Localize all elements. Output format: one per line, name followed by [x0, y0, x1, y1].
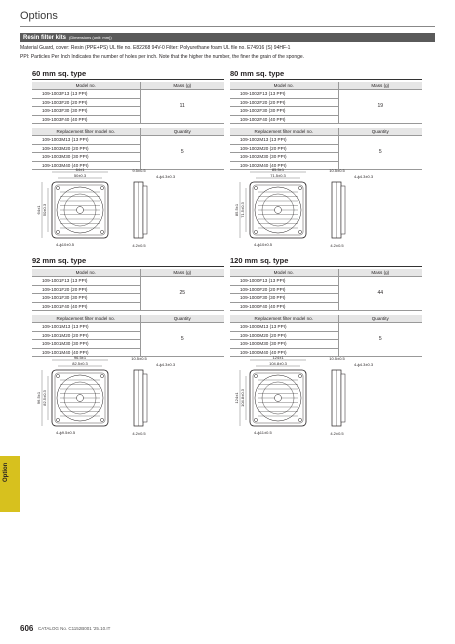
dim-outer: 85.5±1: [271, 168, 285, 172]
hub: [275, 395, 282, 402]
replacement-cell: 109-1000M30 (30 PPI): [230, 340, 338, 348]
dim-outer: 96.5±1: [73, 356, 87, 360]
mount-hole: [100, 418, 103, 421]
hub: [77, 207, 84, 214]
dim-depth: 10.5±0.5: [329, 356, 345, 361]
replacement-cell: 109-1001M20 (20 PPI): [32, 331, 140, 339]
col-header-replacement: Replacement filter model no.: [230, 315, 338, 323]
section-title: 120 mm sq. type: [230, 256, 289, 265]
quantity-cell: 5: [338, 323, 422, 357]
side-filter: [143, 374, 147, 422]
page-title: Options: [20, 10, 58, 22]
quantity-cell: 5: [140, 323, 224, 357]
mount-hole: [254, 418, 257, 421]
model-cell: 109-1001F20 (20 PPI): [32, 285, 140, 293]
banner-title: Resin filter kits: [23, 35, 67, 41]
mount-hole: [56, 374, 59, 377]
material-info: Material Guard, cover: Resin (PPE+PS) UL file no. E82268 94V-0 Filter: Polyurethane foam UL file no. E74916 (S) 94HF-1: [20, 45, 291, 51]
mount-hole: [298, 374, 301, 377]
model-cell: 109-1000F20 (20 PPI): [230, 285, 338, 293]
spec-table: [230, 269, 422, 357]
mount-hole: [298, 230, 301, 233]
mount-hole: [56, 418, 59, 421]
col-header-quantity: Quantity: [140, 315, 224, 323]
model-cell: 109-1000F30 (30 PPI): [230, 294, 338, 302]
dim-side-pitch: 50±0.3: [42, 203, 47, 217]
section-banner: [20, 33, 435, 42]
replacement-cell: 109-1001M40 (40 PPI): [32, 348, 140, 356]
page-number: 606: [20, 624, 34, 633]
col-header-model: Model no.: [32, 82, 140, 90]
replacement-cell: 109-1003M30 (30 PPI): [32, 153, 140, 161]
replacement-cell: 109-1000M40 (40 PPI): [230, 348, 338, 356]
model-cell: 109-1002F40 (40 PPI): [230, 115, 338, 123]
mount-hole: [56, 230, 59, 233]
section-rule: [32, 79, 224, 80]
dim-pitch: 50±0.3: [73, 173, 87, 178]
hub: [77, 395, 84, 402]
dim-opening: 4-ϕ10±0.5: [56, 242, 75, 247]
dim-opening: 4-ϕ9.5±0.5: [56, 430, 76, 435]
dim-pitch: 71.5±0.3: [270, 173, 286, 178]
mount-hole: [254, 186, 257, 189]
dim-depth2: 4.2±0.5: [132, 431, 146, 436]
model-cell: 109-1002F30 (30 PPI): [230, 107, 338, 115]
model-cell: 109-1002F20 (20 PPI): [230, 98, 338, 106]
side-filter: [143, 186, 147, 234]
replacement-cell: 109-1003M40 (40 PPI): [32, 161, 140, 169]
mount-hole: [298, 186, 301, 189]
dim-side-outer: 96.5±1: [36, 391, 41, 405]
dim-side-pitch: 82.5±0.3: [42, 390, 47, 406]
col-header-model: Model no.: [230, 82, 338, 90]
model-cell: 109-1001F30 (30 PPI): [32, 294, 140, 302]
dim-outer: 64±1: [75, 168, 85, 172]
replacement-cell: 109-1002M30 (30 PPI): [230, 153, 338, 161]
model-cell: 109-1001F13 (13 PPI): [32, 277, 140, 285]
dim-depth: 10.5±0.5: [329, 168, 345, 173]
model-cell: 109-1000F13 (13 PPI): [230, 277, 338, 285]
section-title: 60 mm sq. type: [32, 69, 87, 78]
dim-depth2: 4.2±0.5: [330, 431, 344, 436]
replacement-cell: 109-1002M40 (40 PPI): [230, 161, 338, 169]
replacement-cell: 109-1002M13 (13 PPI): [230, 136, 338, 144]
dimension-drawing: [22, 356, 222, 438]
replacement-cell: 109-1001M30 (30 PPI): [32, 340, 140, 348]
dimension-drawing: [220, 356, 420, 438]
replacement-cell: 109-1002M20 (20 PPI): [230, 144, 338, 152]
col-header-quantity: Quantity: [140, 128, 224, 136]
col-header-mass: Mass (g): [140, 82, 224, 90]
dim-depth: 10.5±0.5: [131, 356, 147, 361]
dim-pitch: 104.8±0.3: [269, 361, 287, 366]
mount-hole: [254, 374, 257, 377]
mount-hole: [254, 230, 257, 233]
ppi-info: PPI: Particles Per Inch Indicates the number of holes per inch. Note that the higher the number, the finer the grain of the sponge.: [20, 54, 305, 60]
replacement-cell: 109-1001M13 (13 PPI): [32, 323, 140, 331]
col-header-quantity: Quantity: [338, 315, 422, 323]
mount-hole: [56, 186, 59, 189]
hub: [275, 207, 282, 214]
mount-hole: [298, 418, 301, 421]
dim-hole: 4-ϕ4.3±0.3: [354, 362, 374, 367]
dim-outer: 124±1: [272, 356, 284, 360]
col-header-mass: Mass (g): [140, 269, 224, 277]
model-cell: 109-1002F13 (13 PPI): [230, 90, 338, 98]
mass-cell: 19: [338, 90, 422, 124]
dim-side-outer: 124±1: [234, 392, 239, 404]
mount-hole: [100, 230, 103, 233]
dim-opening: 4-ϕ10±0.5: [254, 242, 273, 247]
col-header-quantity: Quantity: [338, 128, 422, 136]
col-header-mass: Mass (g): [338, 269, 422, 277]
replacement-cell: 109-1000M20 (20 PPI): [230, 331, 338, 339]
section-title: 80 mm sq. type: [230, 69, 285, 78]
model-cell: 109-1000F40 (40 PPI): [230, 302, 338, 310]
section-title: 92 mm sq. type: [32, 256, 87, 265]
replacement-cell: 109-1000M13 (13 PPI): [230, 323, 338, 331]
quantity-cell: 5: [338, 136, 422, 170]
dim-hole: 4-ϕ4.3±0.3: [156, 362, 176, 367]
model-cell: 109-1003F40 (40 PPI): [32, 115, 140, 123]
quantity-cell: 5: [140, 136, 224, 170]
model-cell: 109-1003F13 (13 PPI): [32, 90, 140, 98]
dim-hole: 4-ϕ4.3±0.3: [354, 174, 374, 179]
spec-table: [32, 269, 224, 357]
dim-depth2: 4.2±0.5: [132, 243, 146, 248]
dim-depth: 9.5±0.5: [132, 168, 146, 173]
dimension-drawing: [220, 168, 420, 250]
mass-cell: 11: [140, 90, 224, 124]
mount-hole: [100, 186, 103, 189]
model-cell: 109-1003F30 (30 PPI): [32, 107, 140, 115]
model-cell: 109-1003F20 (20 PPI): [32, 98, 140, 106]
mass-cell: 44: [338, 277, 422, 311]
dim-depth2: 4.2±0.5: [330, 243, 344, 248]
dimension-drawing: [22, 168, 222, 250]
spec-table: [230, 82, 422, 170]
dim-side-pitch: 71.5±0.3: [240, 202, 245, 218]
col-header-replacement: Replacement filter model no.: [32, 128, 140, 136]
side-filter: [341, 186, 345, 234]
header-rule: [20, 26, 435, 27]
section-rule: [230, 266, 422, 267]
option-side-label: Option: [3, 462, 9, 482]
col-header-mass: Mass (g): [338, 82, 422, 90]
mass-cell: 25: [140, 277, 224, 311]
model-cell: 109-1001F40 (40 PPI): [32, 302, 140, 310]
spec-table: [32, 82, 224, 170]
catalog-number: CATALOG No. C1152B001 '25.10.IT: [38, 626, 111, 631]
dim-side-outer: 64±1: [36, 205, 41, 215]
col-header-model: Model no.: [32, 269, 140, 277]
dim-opening: 4-ϕ11±0.5: [254, 430, 272, 435]
dim-hole: 4-ϕ4.3±0.3: [156, 174, 176, 179]
col-header-replacement: Replacement filter model no.: [32, 315, 140, 323]
mount-hole: [100, 374, 103, 377]
section-rule: [32, 266, 224, 267]
replacement-cell: 109-1003M20 (20 PPI): [32, 144, 140, 152]
col-header-model: Model no.: [230, 269, 338, 277]
section-rule: [230, 79, 422, 80]
dim-pitch: 82.5±0.3: [72, 361, 88, 366]
dim-side-outer: 85.5±1: [234, 203, 239, 217]
side-filter: [341, 374, 345, 422]
banner-note: (Dimensions (unit: mm)): [69, 35, 112, 40]
col-header-replacement: Replacement filter model no.: [230, 128, 338, 136]
dim-side-pitch: 104.8±0.3: [240, 389, 245, 407]
replacement-cell: 109-1003M13 (13 PPI): [32, 136, 140, 144]
